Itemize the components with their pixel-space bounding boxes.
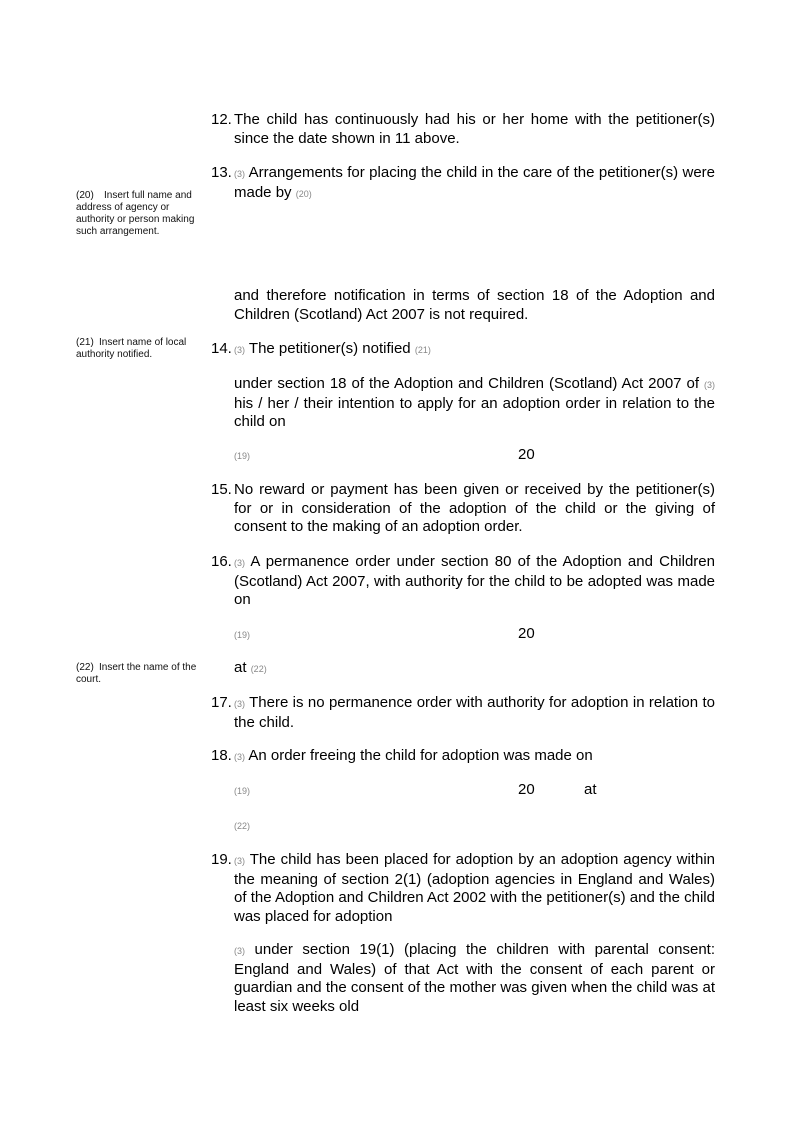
paragraph-17: 17. (3) There is no permanence order with authority for adoption in relation to the child.: [211, 694, 715, 731]
date-ref-19: (19): [234, 630, 251, 640]
paragraph-16: 16. (3) A permanence order under section 80 of the Adoption and Children (Scotland) Act 2007, with authority for the child to be adopted was made on: [211, 553, 715, 608]
court-line: at (22): [234, 659, 267, 676]
paragraph-15: 15. No reward or payment has been given or received by the petitioner(s) for or in consideration of the adoption of the child or the giving of consent to the making of an adoption order.: [211, 481, 715, 535]
margin-note-22: (22) Insert the name of the court.: [76, 662, 197, 685]
date-ref-19: (19): [234, 451, 251, 461]
paragraph-14: 14. (3) The petitioner(s) notified (21): [211, 340, 431, 357]
paragraph-12: 12. The child has continuously had his or her home with the petitioner(s) since the date shown in 11 above.: [211, 111, 715, 147]
paragraph-13-continuation: and therefore notification in terms of section 18 of the Adoption and Children (Scotland) Act 2007 is not required.: [234, 287, 715, 323]
paragraph-19-continuation: (3) under section 19(1) (placing the children with parental consent: England and Wales) of that Act with the consent of each parent or guardian and the consent of the mother was given when the child was at least six weeks old: [234, 941, 715, 1015]
year-prefix: 20: [518, 446, 535, 463]
year-prefix: 20: [518, 781, 535, 798]
court-ref-22: (22): [234, 821, 251, 831]
at-label: at: [584, 781, 597, 798]
year-prefix: 20: [518, 625, 535, 642]
paragraph-19: 19. (3) The child has been placed for adoption by an adoption agency within the meaning of section 2(1) (adoption agencies in England and Wales) of the Adoption and Children Act 2002 with the petitioner(s) and the child was placed for adoption: [211, 851, 715, 925]
paragraph-14-continuation: under section 18 of the Adoption and Children (Scotland) Act 2007 of (3) his / her / their intention to apply for an adoption order in relation to the child on: [234, 375, 715, 430]
paragraph-18: 18. (3) An order freeing the child for adoption was made on: [211, 747, 593, 764]
paragraph-13: 13. (3) Arrangements for placing the child in the care of the petitioner(s) were made by (20): [211, 164, 716, 201]
margin-note-20: (20) Insert full name and address of agency or authority or person making such arrangement.: [76, 190, 195, 237]
margin-note-21: (21) Insert name of local authority notified.: [76, 337, 187, 360]
date-ref-19: (19): [234, 786, 251, 796]
